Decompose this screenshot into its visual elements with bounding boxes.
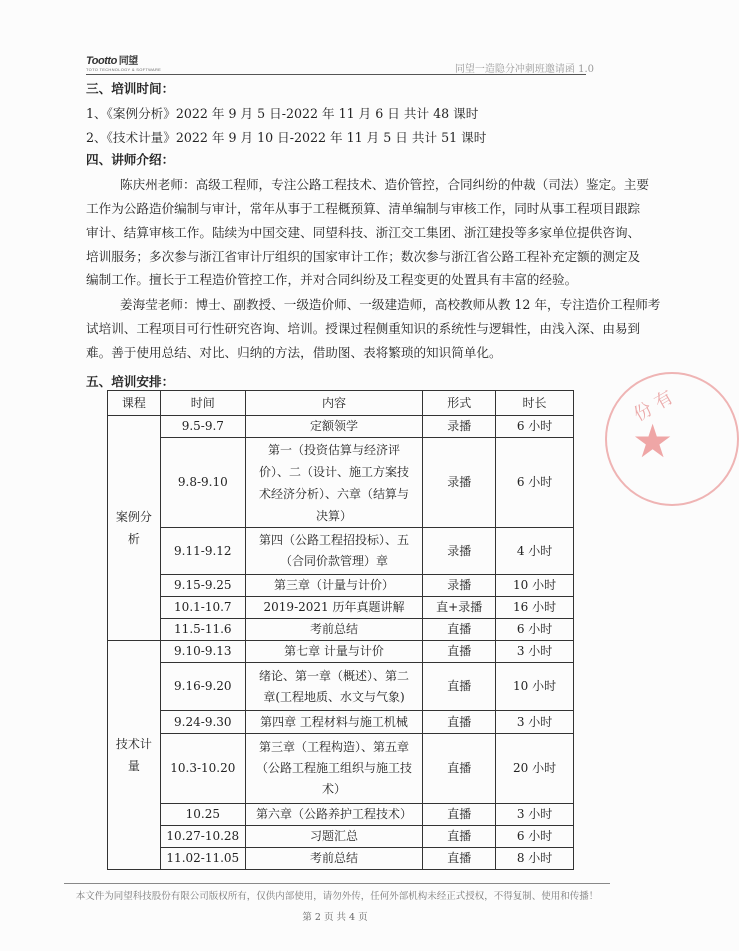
duration-cell: 10 小时 bbox=[496, 575, 574, 597]
content-cell: 定额领学 bbox=[245, 416, 423, 438]
form-cell: 录播 bbox=[423, 416, 496, 438]
time-cell: 10.3-10.20 bbox=[160, 734, 245, 804]
time-cell: 11.02-11.05 bbox=[160, 848, 245, 870]
company-logo bbox=[86, 52, 161, 72]
lecturer-1-line: 培训服务；多次参与浙江省审计厅组织的国家审计工作；数次参与浙江省公路工程补充定额的测定及 bbox=[86, 249, 641, 264]
time-cell: 10.25 bbox=[160, 804, 245, 826]
col-header-duration: 时长 bbox=[496, 391, 574, 416]
time-cell: 11.5-11.6 bbox=[160, 619, 245, 641]
time-cell: 10.27-10.28 bbox=[160, 826, 245, 848]
form-cell: 直播 bbox=[423, 663, 496, 711]
section-5-heading: 五、培训安排： bbox=[86, 374, 175, 389]
form-cell: 直播 bbox=[423, 826, 496, 848]
duration-cell: 20 小时 bbox=[496, 734, 574, 804]
table-row bbox=[108, 416, 574, 438]
duration-cell: 3 小时 bbox=[496, 641, 574, 663]
form-cell: 直+录播 bbox=[423, 597, 496, 619]
duration-cell: 3 小时 bbox=[496, 804, 574, 826]
header-divider bbox=[86, 74, 586, 75]
duration-cell: 6 小时 bbox=[496, 416, 574, 438]
duration-cell: 4 小时 bbox=[496, 528, 574, 575]
course-cell: 案例分 析 bbox=[108, 416, 161, 641]
table-row bbox=[108, 438, 574, 528]
time-cell: 9.24-9.30 bbox=[160, 711, 245, 734]
content-cell: 第三章（计量与计价） bbox=[245, 575, 423, 597]
lecturer-2-line: 姜海莹老师：博士、副教授、一级造价师、一级建造师，高校教师从教 12 年，专注造价工程师考 bbox=[120, 297, 661, 312]
content-cell: 考前总结 bbox=[245, 619, 423, 641]
duration-cell: 8 小时 bbox=[496, 848, 574, 870]
table-row bbox=[108, 641, 574, 663]
section-4-heading: 四、讲师介绍： bbox=[86, 152, 175, 167]
duration-cell: 6 小时 bbox=[496, 438, 574, 528]
footer-divider bbox=[64, 883, 610, 884]
time-cell: 9.8-9.10 bbox=[160, 438, 245, 528]
table-row bbox=[108, 528, 574, 575]
table-row bbox=[108, 826, 574, 848]
seal-text: 份 有 bbox=[630, 386, 677, 426]
content-cell: 习题汇总 bbox=[245, 826, 423, 848]
logo-subtitle: TOTO TECHNOLOGY & SOFTWARE bbox=[86, 67, 162, 72]
training-period-2: 2、《技术计量》2022 年 9 月 10 日-2022 年 11 月 5 日 共计 51 课时 bbox=[86, 130, 487, 145]
col-header-form: 形式 bbox=[423, 391, 496, 416]
lecturer-1-line: 编制工作。擅长于工程造价管控工作，并对合同纠纷及工程变更的处置具有丰富的经验。 bbox=[86, 272, 578, 287]
logo-cn: 同望 bbox=[118, 56, 138, 67]
time-cell: 9.10-9.13 bbox=[160, 641, 245, 663]
lecturer-2-line: 难。善于使用总结、对比、归纳的方法，借助图、表将繁琐的知识简单化。 bbox=[86, 345, 502, 360]
content-cell: 第四章 工程材料与施工机械 bbox=[245, 711, 423, 734]
form-cell: 直播 bbox=[423, 734, 496, 804]
col-header-course: 课程 bbox=[108, 391, 161, 416]
time-cell: 10.1-10.7 bbox=[160, 597, 245, 619]
table-row bbox=[108, 804, 574, 826]
content-cell: 第一（投资估算与经济评 价）、二（设计、施工方案技 术经济分析）、六章（结算与 决算） bbox=[245, 438, 423, 528]
content-cell: 第三章（工程构造）、第五章 （公路工程施工组织与施工技 术） bbox=[245, 734, 423, 804]
duration-cell: 16 小时 bbox=[496, 597, 574, 619]
page-number: 第 2 页 共 4 页 bbox=[302, 912, 368, 923]
document-title: 同望一造隐分冲刺班邀请函 1.0 bbox=[454, 64, 594, 75]
table-row bbox=[108, 734, 574, 804]
duration-cell: 10 小时 bbox=[496, 663, 574, 711]
time-cell: 9.5-9.7 bbox=[160, 416, 245, 438]
time-cell: 9.16-9.20 bbox=[160, 663, 245, 711]
table-row bbox=[108, 575, 574, 597]
logo-mark: Tootto bbox=[86, 55, 117, 67]
content-cell: 第六章（公路养护工程技术） bbox=[245, 804, 423, 826]
content-cell: 绪论、第一章（概述）、第二 章(工程地质、水文与气象) bbox=[245, 663, 423, 711]
content-cell: 第四（公路工程招投标）、五 （合同价款管理）章 bbox=[245, 528, 423, 575]
form-cell: 直播 bbox=[423, 641, 496, 663]
form-cell: 录播 bbox=[423, 575, 496, 597]
course-cell: 技术计 量 bbox=[108, 641, 161, 870]
training-schedule-table bbox=[107, 390, 574, 870]
form-cell: 直播 bbox=[423, 711, 496, 734]
form-cell: 直播 bbox=[423, 619, 496, 641]
lecturer-1-line: 工作为公路造价编制与审计，常年从事于工程概预算、清单编制与审核工作，同时从事工程项目跟踪 bbox=[86, 201, 641, 216]
time-cell: 9.15-9.25 bbox=[160, 575, 245, 597]
col-header-time: 时间 bbox=[160, 391, 245, 416]
content-cell: 2019-2021 历年真题讲解 bbox=[245, 597, 423, 619]
form-cell: 录播 bbox=[423, 438, 496, 528]
table-header-row bbox=[108, 391, 574, 416]
time-cell: 9.11-9.12 bbox=[160, 528, 245, 575]
lecturer-1-line: 陈庆州老师：高级工程师，专注公路工程技术、造价管控，合同纠纷的仲裁（司法）鉴定。主要 bbox=[120, 177, 649, 192]
content-cell: 考前总结 bbox=[245, 848, 423, 870]
form-cell: 直播 bbox=[423, 804, 496, 826]
lecturer-2-line: 试培训、工程项目可行性研究咨询、培训。授课过程侧重知识的系统性与逻辑性，由浅入深、由易到 bbox=[86, 321, 641, 336]
page-header bbox=[86, 50, 594, 76]
lecturer-1-line: 审计、结算审核工作。陆续为中国交建、同望科技、浙江交工集团、浙江建投等多家单位提供咨询、 bbox=[86, 225, 641, 240]
table-row bbox=[108, 848, 574, 870]
col-header-content: 内容 bbox=[245, 391, 423, 416]
training-period-1: 1、《案例分析》2022 年 9 月 5 日-2022 年 11 月 6 日 共计 48 课时 bbox=[86, 106, 479, 121]
seal-star-icon: ★ bbox=[632, 414, 674, 468]
duration-cell: 6 小时 bbox=[496, 826, 574, 848]
duration-cell: 6 小时 bbox=[496, 619, 574, 641]
form-cell: 录播 bbox=[423, 528, 496, 575]
table-row bbox=[108, 711, 574, 734]
table-row bbox=[108, 597, 574, 619]
duration-cell: 3 小时 bbox=[496, 711, 574, 734]
table-row bbox=[108, 619, 574, 641]
content-cell: 第七章 计量与计价 bbox=[245, 641, 423, 663]
form-cell: 直播 bbox=[423, 848, 496, 870]
table-row bbox=[108, 663, 574, 711]
copyright-notice: 本文件为同望科技股份有限公司版权所有，仅供内部使用，请勿外传，任何外部机构未经正式授权，不得复制、使用和传播！ bbox=[75, 891, 599, 902]
section-3-heading: 三、培训时间： bbox=[86, 81, 175, 96]
